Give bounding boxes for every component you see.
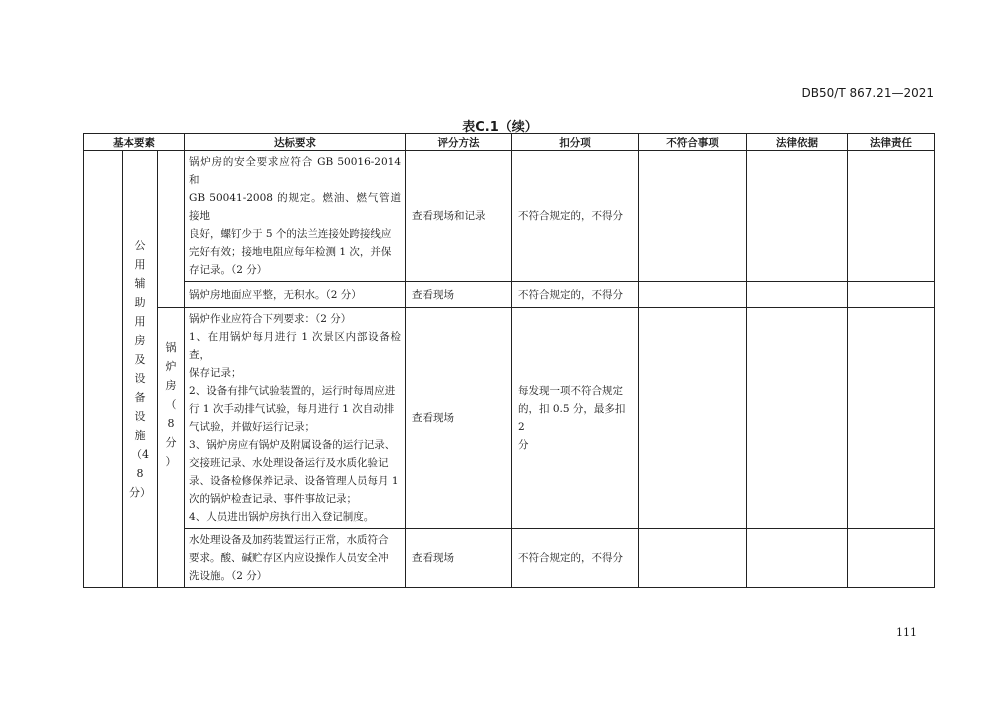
deduction-cell: 不符合规定的，不得分 xyxy=(512,151,639,282)
page-number: 111 xyxy=(896,626,917,639)
col-legal-liability: 法律责任 xyxy=(848,134,935,151)
method-cell: 查看现场 xyxy=(406,308,512,529)
requirement-cell: 锅炉房地面应平整，无积水。（2 分） xyxy=(185,282,406,308)
nonconformity-cell xyxy=(639,308,747,529)
col-basic-element: 基本要素 xyxy=(84,134,185,151)
col-legal-basis: 法律依据 xyxy=(747,134,848,151)
deduction-cell: 不符合规定的，不得分 xyxy=(512,282,639,308)
table-row xyxy=(84,151,935,282)
col-nonconformity: 不符合事项 xyxy=(639,134,747,151)
table-title: 表C.1（续） xyxy=(462,120,538,135)
deduction-cell: 不符合规定的，不得分 xyxy=(512,529,639,588)
requirement-cell: 锅炉房的安全要求应符合 GB 50016-2014 和 GB 50041-2008 的规定。燃油、燃气管道接地 良好，螺钉少于 5 个的法兰连接处跨接线应 完好有效；接地电阻应每年检测 1 次，并保 存记录。（2 分） xyxy=(185,151,406,282)
legal-liability-cell xyxy=(848,151,935,282)
col-method: 评分方法 xyxy=(406,134,512,151)
table-row xyxy=(84,308,935,529)
requirement-cell: 水处理设备及加药装置运行正常，水质符合 要求。酸、碱贮存区内应设操作人员安全冲 洗设施。（2 分） xyxy=(185,529,406,588)
item-cell: 锅 炉 房 （ 8 分 ） xyxy=(158,308,185,588)
blank-cell xyxy=(158,151,185,308)
header-row xyxy=(84,134,935,151)
nonconformity-cell xyxy=(639,151,747,282)
requirement-cell: 锅炉作业应符合下列要求：（2 分） 1、在用锅炉每月进行 1 次景区内部设备检查， 保存记录； 2、设备有排气试验装置的，运行时每周应进 行 1 次手动排气试验，每月进行 1 次自动排 气试验，并做好运行记录； 3、锅炉房应有锅炉及附属设备的运行记录、 交接班记录、水处理设备运行及水质化验记 录、设备检修保养记录、设备管理人员每月 1 次的锅炉检查记录、事件事故记录； 4、人员进出锅炉房执行出入登记制度。 xyxy=(185,308,406,529)
legal-liability-cell xyxy=(848,529,935,588)
legal-basis-cell xyxy=(747,151,848,282)
legal-basis-cell xyxy=(747,282,848,308)
standards-table xyxy=(83,133,935,588)
document-code: DB50/T 867.21—2021 xyxy=(801,86,934,100)
legal-basis-cell xyxy=(747,308,848,529)
table-row xyxy=(84,282,935,308)
legal-basis-cell xyxy=(747,529,848,588)
col-requirement: 达标要求 xyxy=(185,134,406,151)
method-cell: 查看现场 xyxy=(406,529,512,588)
table-row xyxy=(84,529,935,588)
deduction-cell: 每发现一项不符合规定 的，扣 0.5 分，最多扣 2 分 xyxy=(512,308,639,529)
method-cell: 查看现场 xyxy=(406,282,512,308)
col-deduction: 扣分项 xyxy=(512,134,639,151)
method-cell: 查看现场和记录 xyxy=(406,151,512,282)
legal-liability-cell xyxy=(848,308,935,529)
nonconformity-cell xyxy=(639,529,747,588)
blank-cell xyxy=(84,151,123,588)
nonconformity-cell xyxy=(639,282,747,308)
category-cell: 公 用 辅 助 用 房 及 设 备 设 施 （4 8 分） xyxy=(123,151,158,588)
legal-liability-cell xyxy=(848,282,935,308)
